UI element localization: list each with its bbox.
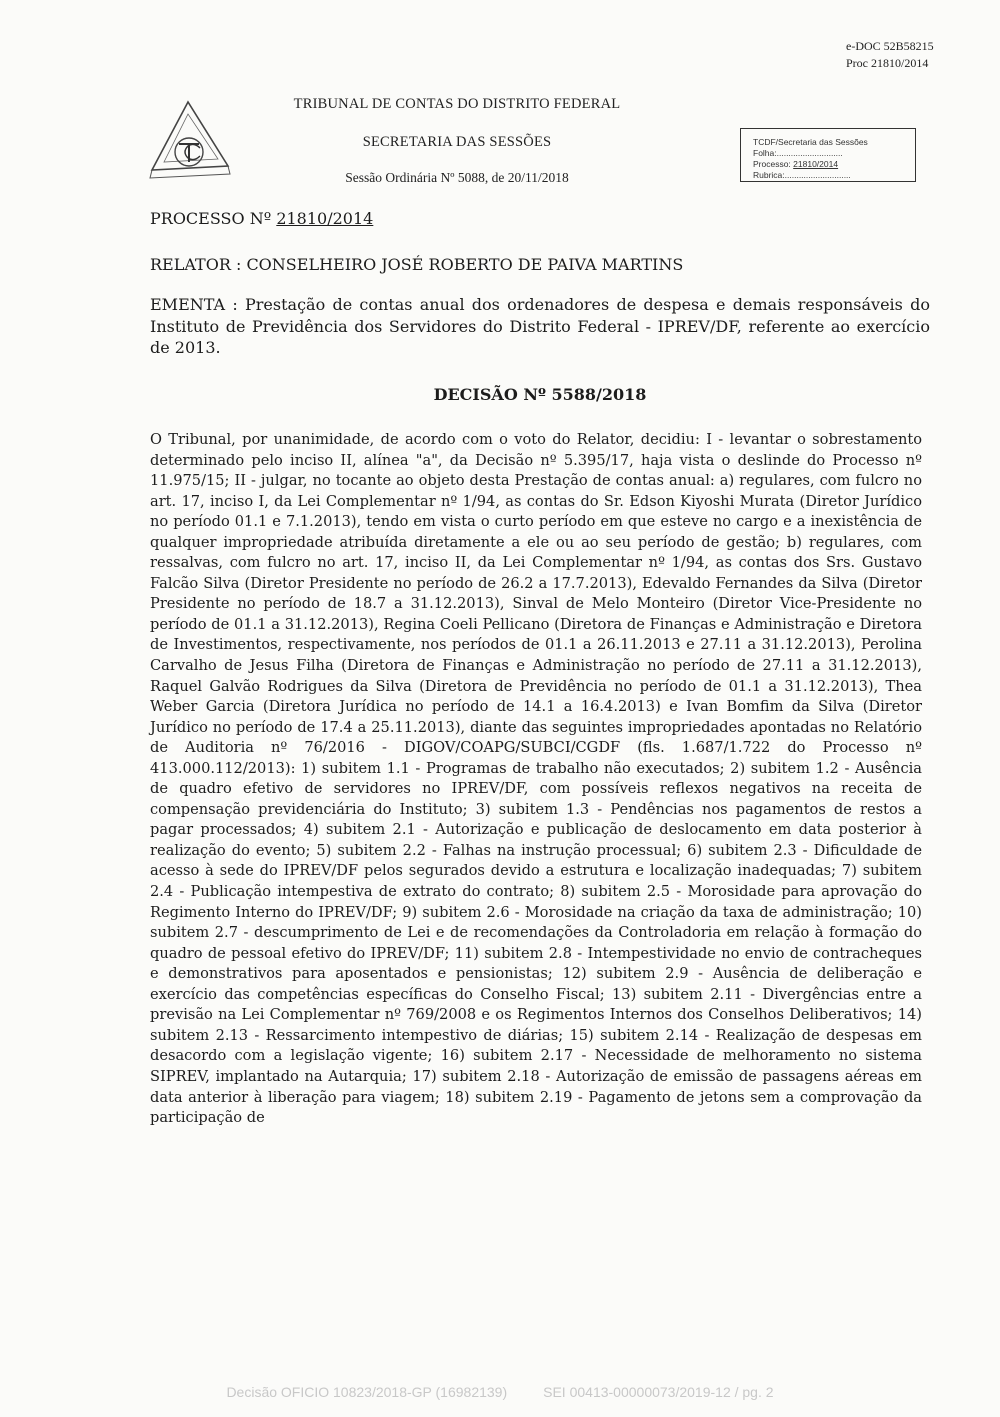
department-name: SECRETARIA DAS SESSÕES <box>362 134 552 150</box>
process-value: 21810/2014 <box>276 209 374 228</box>
rapporteur-label: RELATOR : <box>150 255 247 274</box>
decision-title: DECISÃO Nº 5588/2018 <box>433 385 647 404</box>
session-info: Sessão Ordinária Nº 5088, de 20/11/2018 <box>345 170 569 185</box>
stamp-title: TCDF/Secretaria das Sessões <box>753 137 868 147</box>
summary-value: Prestação de contas anual dos ordenadores de despesa e demais responsáveis do Instituto de Previdência dos Servidores do Distrito Federal - IPREV/DF, referente ao exercício de 2013. <box>150 295 931 357</box>
stamp-folha: Folha:............................ <box>753 148 843 158</box>
rapporteur <box>150 255 930 274</box>
registry-stamp <box>740 128 916 182</box>
institution-name: TRIBUNAL DE CONTAS DO DISTRITO FEDERAL <box>293 96 621 112</box>
edoc-code: e-DOC 52B58215 <box>846 39 934 53</box>
summary-label: EMENTA : <box>150 295 245 314</box>
footer-sei-ref: SEI 00413-00000073/2019-12 / pg. 2 <box>543 1384 774 1400</box>
decision-body: O Tribunal, por unanimidade, de acordo com o voto do Relator, decidiu: I - levantar o sobrestamento determinado pelo inciso II, alínea "a", da Decisão nº 5.395/17, haja vista o deslinde do Processo nº 11.975/15; II - julgar, no tocante ao objeto desta Prestação de contas anual: a) regulares, com fulcro no art. 17, inciso I, da Lei Complementar nº 1/94, as contas do Sr. Edson Kiyoshi Murata (Diretor Jurídico no período 01.1 e 7.1.2013), tendo em vista o curto período em que esteve no cargo e a inexistência de qualquer impropriedade atribuída diretamente a ele ou ao seu período de gestão; b) regulares, com ressalvas, com fulcro no art. 17, inciso II, da Lei Complementar nº 1/94, as contas dos Srs. Gustavo Falcão Silva (Diretor Presidente no período de 26.2 a 17.7.2013), Edevaldo Fernandes da Silva (Diretor Presidente no período de 18.7 a 31.12.2013), Sinval de Melo Monteiro (Diretor Vice-Presidente no período de 01.1 a 31.12.2013), Regina Coeli Pellicano (Diretora de Finanças e Administração e Diretora de Investimentos, respectivamente, nos períodos de 01.1 a 26.11.2013 e 27.11 a 31.12.2013), Perolina Carvalho de Jesus Filha (Diretora de Finanças e Administração no período de 27.11 a 31.12.2013), Raquel Galvão Rodrigues da Silva (Diretora de Previdência no período de 01.1 a 31.12.2013), Thea Weber Garcia (Diretora Jurídica no período de 14.1 a 16.4.2013) e Ivan Bomfim da Silva (Diretor Jurídico no período de 17.4 a 25.11.2013), diante das seguintes impropriedades apontadas no Relatório de Auditoria nº 76/2016 - DIGOV/COAPG/SUBCI/CGDF (fls. 1.687/1.722 do Processo nº 413.000.112/2013): 1) subitem 1.1 - Programas de trabalho não executados; 2) subitem 1.2 - Ausência de quadro efetivo de servidores no IPREV/DF, com possíveis reflexos negativos na receita de compensação previdenciária do Instituto; 3) subitem 1.3 - Pendências nos pagamentos de restos a pagar processados; 4) subitem 2.1 - Autorização e publicação de deslocamento em data posterior à realização do evento; 5) subitem 2.2 - Falhas na instrução processual; 6) subitem 2.3 - Dificuldade de acesso à sede do IPREV/DF pelos segurados devido a estrutura e localização inadequadas; 7) subitem 2.4 - Publicação intempestiva de extrato do contrato; 8) subitem 2.5 - Morosidade para aprovação do Regimento Interno do IPREV/DF; 9) subitem 2.6 - Morosidade na criação da taxa de administração; 10) subitem 2.7 - descumprimento de Lei e de recomendações da Controladoria em relação à formação do quadro de pessoal efetivo do IPREV/DF; 11) subitem 2.8 - Intempestividade no envio de contracheques e demonstrativos para aposentados e pensionistas; 12) subitem 2.9 - Ausência de deliberação e exercício das competências específicas do Conselho Fiscal; 13) subitem 2.11 - Divergências entre a previsão na Lei Complementar nº 769/2008 e os Regimentos Internos dos Conselhos Deliberativos; 14) subitem 2.13 - Ressarcimento intempestivo de diárias; 15) subitem 2.14 - Realização de despesas em desacordo com a legislação vigente; 16) subitem 2.17 - Necessidade de melhoramento no sistema SIPREV, implantado na Autarquia; 17) subitem 2.18 - Autorização de emissão de passagens aéreas em data anterior à liberação para viagem; 18) subitem 2.19 - Pagamento de jetons sem a comprovação da participação de <box>150 431 922 1127</box>
rapporteur-value: CONSELHEIRO JOSÉ ROBERTO DE PAIVA MARTINS <box>246 255 684 274</box>
page-footer <box>0 1384 1000 1400</box>
edoc-process: Proc 21810/2014 <box>846 56 929 70</box>
stamp-processo: Processo: 21810/2014 <box>753 159 839 169</box>
tcdf-triangle-seal-icon <box>148 100 234 184</box>
edoc-reference <box>846 38 976 72</box>
process-number <box>150 209 930 228</box>
summary <box>150 294 930 359</box>
footer-document-ref: Decisão OFICIO 10823/2018-GP (16982139) <box>226 1384 508 1400</box>
stamp-rubrica: Rubrica:............................ <box>753 170 851 180</box>
process-label: PROCESSO Nº <box>150 209 277 228</box>
